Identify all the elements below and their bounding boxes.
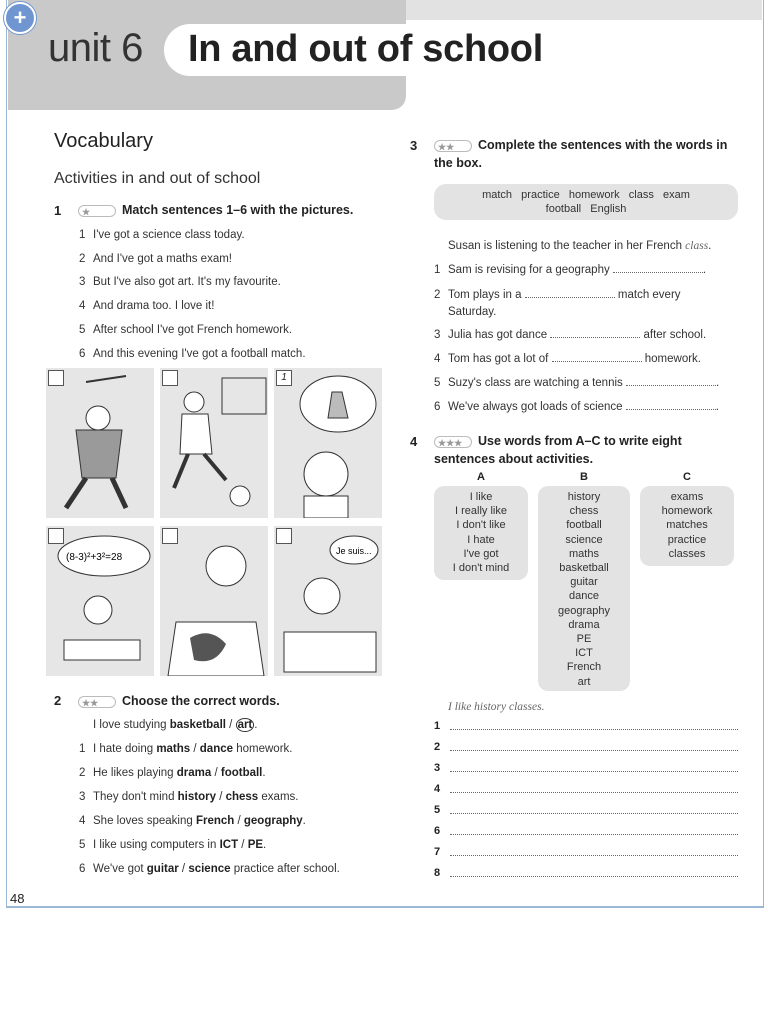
sentence-pre: She loves speaking: [93, 814, 196, 827]
ex3-instruction: [434, 136, 744, 172]
ex3-sentence: [434, 376, 744, 390]
column-word: I've got: [463, 547, 499, 560]
sentence-post: .: [715, 377, 720, 389]
column-a-head: A: [477, 471, 485, 483]
maths-bubble-text: (8-3)²+3²=28: [66, 552, 123, 563]
option-b[interactable]: geography: [243, 814, 303, 827]
option-a[interactable]: ICT: [219, 838, 239, 851]
line-number: 4: [434, 783, 441, 795]
picture-art: [160, 526, 268, 676]
column-word: geography: [558, 604, 610, 617]
ex4-example-text: I like history classes.: [448, 701, 545, 713]
ex4-instruction: [434, 432, 744, 468]
vocabulary-heading: Vocabulary: [54, 130, 153, 152]
answer-box[interactable]: [48, 370, 64, 386]
picture-french: [274, 526, 382, 676]
line-number: 8: [434, 867, 441, 879]
ex2-sentence: [79, 766, 266, 780]
football-boy-illustration: [160, 368, 268, 518]
ex2-instruction: [78, 692, 280, 710]
option-separator: /: [190, 743, 200, 755]
sentence-number: 6: [434, 401, 441, 413]
answer-box[interactable]: [162, 528, 178, 544]
sentence-pre: He likes playing: [93, 766, 177, 779]
column-word: history: [567, 491, 601, 503]
option-a[interactable]: history: [177, 790, 216, 803]
unit-label: unit 6: [48, 26, 143, 70]
answer-blank[interactable]: [613, 263, 703, 273]
column-c-box: [640, 486, 734, 566]
answer-box[interactable]: [48, 528, 64, 544]
sentence-number: 4: [79, 814, 86, 827]
answer-box[interactable]: [276, 528, 292, 544]
ex1-sentence: [79, 252, 232, 266]
column-word: I really like: [455, 505, 507, 518]
option-a[interactable]: French: [195, 814, 235, 827]
sentence-number: 6: [79, 347, 86, 360]
answer-rule[interactable]: [450, 792, 738, 793]
ex4-instruction-line-1: Use words from A–C to write eight: [478, 434, 682, 448]
ex2-example-option-a[interactable]: basketball: [169, 719, 226, 731]
sentence-pre: Tom has got a lot of: [448, 353, 552, 365]
sentence-post: homework.: [233, 743, 293, 755]
picture-science: [274, 368, 382, 518]
option-b[interactable]: science: [188, 862, 231, 875]
ex1-number: 1: [54, 203, 62, 218]
ex3-stars: ★★: [434, 140, 472, 152]
line-number: 5: [434, 804, 441, 816]
answer-rule[interactable]: [450, 855, 738, 856]
line-number: 7: [434, 846, 441, 858]
column-word: football: [566, 519, 602, 532]
page-number: 48: [10, 891, 25, 906]
column-word: dance: [569, 590, 599, 603]
header-band-right: [406, 0, 762, 20]
answer-blank[interactable]: [525, 288, 615, 298]
column-word: practice: [667, 533, 707, 546]
writing-line[interactable]: [434, 720, 738, 732]
sentence-number: 2: [434, 289, 441, 301]
word-box-line-1: match practice homework class exam: [482, 189, 690, 201]
option-b[interactable]: PE: [247, 838, 264, 851]
page-title: In and out of school: [188, 28, 543, 70]
french-homework-illustration: [274, 526, 382, 676]
word-box-line-2: football English: [545, 203, 627, 215]
ex2-stars: ★★: [78, 696, 116, 708]
column-b-head: B: [580, 471, 588, 483]
option-b[interactable]: chess: [225, 790, 259, 803]
ex1-stars: ★: [78, 205, 116, 217]
column-word: ICT: [575, 647, 593, 660]
line-number: 2: [434, 741, 441, 753]
sentence-continuation: Saturday.: [448, 306, 497, 318]
column-word: exams: [670, 491, 704, 503]
option-separator: /: [211, 766, 221, 779]
column-word: art: [577, 675, 591, 688]
plus-icon[interactable]: +: [4, 2, 36, 34]
ex3-number: 3: [410, 138, 418, 153]
sentence-number: 5: [79, 323, 86, 336]
ex3-example-answer: class: [685, 240, 709, 252]
ex2-sentence: [79, 838, 266, 852]
ex1-instruction-text: Match sentences 1–6 with the pictures.: [122, 203, 354, 217]
sentence-number: 1: [79, 743, 86, 755]
sentence-post: .: [263, 838, 267, 851]
sentence-number: 2: [79, 766, 86, 779]
ex2-example-sep: /: [225, 719, 236, 731]
science-girl-illustration: [274, 368, 382, 518]
sentence-post: homework.: [641, 353, 701, 365]
ex2-sentence: [79, 814, 306, 828]
writing-line[interactable]: [434, 783, 738, 795]
ex2-sentence: [79, 862, 340, 876]
column-word: homework: [661, 505, 713, 518]
ex4-number: 4: [410, 434, 418, 449]
sentence-post: .: [702, 264, 707, 276]
sentence-post: .: [715, 401, 719, 413]
answer-rule[interactable]: [450, 813, 738, 814]
answer-blank[interactable]: [626, 400, 716, 410]
ex3-sentence: [434, 328, 744, 342]
sentence-text: And I've got a maths exam!: [93, 252, 232, 265]
sentence-post: practice after school.: [230, 862, 340, 875]
sentence-pre: Suzy's class are watching a tennis: [448, 377, 626, 389]
sentence-number: 4: [434, 353, 441, 365]
ex2-sentence: [79, 742, 292, 756]
column-word: drama: [568, 618, 600, 631]
column-word: basketball: [559, 562, 609, 575]
ex3-sentence: [434, 400, 744, 414]
column-a-box: [434, 486, 528, 580]
column-word: guitar: [570, 576, 598, 589]
answer-rule[interactable]: [450, 771, 738, 772]
column-word: French: [566, 661, 602, 674]
writing-line[interactable]: [434, 804, 738, 816]
picture-football: [160, 368, 268, 518]
answer-blank[interactable]: [626, 376, 716, 386]
sentence-number: 1: [79, 229, 86, 241]
sentence-number: 5: [79, 838, 86, 851]
ex3-example-post: .: [708, 240, 712, 252]
ex2-instruction-text: Choose the correct words.: [122, 694, 280, 708]
writing-line[interactable]: [434, 741, 738, 753]
maths-exam-illustration: [46, 526, 154, 676]
writing-line[interactable]: [434, 762, 738, 774]
option-b[interactable]: football: [220, 766, 263, 779]
answer-rule[interactable]: [450, 750, 738, 751]
sentence-text: After school I've got French homework.: [93, 323, 293, 336]
picture-drama: [46, 368, 154, 518]
column-word: chess: [569, 505, 599, 518]
section-subheading: Activities in and out of school: [54, 170, 261, 187]
ex3-sentence: [434, 352, 744, 366]
sentence-pre: Julia has got dance: [448, 329, 551, 341]
ex3-example-pre: Susan is listening to the teacher in her French: [448, 240, 686, 252]
column-word: I like: [469, 491, 493, 503]
column-word: matches: [666, 519, 708, 532]
sentence-number: 6: [79, 862, 86, 875]
sentence-text: But I've also got art. It's my favourite.: [93, 276, 281, 289]
ex2-example-pre: I love studying: [93, 719, 170, 731]
sentence-number: 3: [79, 790, 86, 803]
sentence-post: after school.: [640, 329, 707, 341]
sentence-post: .: [262, 766, 266, 779]
answer-rule[interactable]: [450, 834, 738, 835]
sentence-pre: We've always got loads of science: [448, 401, 626, 413]
title-pill: [164, 24, 571, 76]
sentence-text: And drama too. I love it!: [93, 300, 215, 313]
ex1-sentence: [79, 228, 245, 242]
ex1-sentence: [79, 347, 306, 361]
ex2-sentence: [79, 790, 298, 804]
ex4-instruction-line-2: sentences about activities.: [434, 452, 594, 466]
answer-blank[interactable]: [552, 352, 642, 362]
ex3-sentence: [434, 263, 744, 277]
sentence-post: exams.: [258, 790, 299, 803]
ex3-sentence: [434, 287, 744, 321]
answer-rule[interactable]: [450, 729, 738, 730]
ex1-sentence: [79, 323, 292, 337]
option-a[interactable]: drama: [176, 766, 212, 779]
column-b-box: [538, 486, 630, 691]
writing-line[interactable]: [434, 825, 738, 837]
option-separator: /: [178, 862, 189, 875]
ex2-example: [93, 718, 257, 732]
option-separator: /: [216, 790, 226, 803]
picture-maths: [46, 526, 154, 676]
sentence-number: 4: [79, 300, 86, 313]
option-separator: /: [234, 814, 244, 827]
answer-blank[interactable]: [550, 328, 640, 338]
sentence-pre: I hate doing: [93, 743, 157, 755]
ex2-example-post: .: [254, 719, 258, 731]
answer-box[interactable]: 1: [276, 370, 292, 386]
writing-line[interactable]: [434, 846, 738, 858]
line-number: 1: [434, 720, 441, 732]
answer-box[interactable]: [162, 370, 178, 386]
column-word: science: [565, 533, 603, 546]
french-bubble-text: Je suis...: [336, 546, 372, 556]
art-girl-illustration: [160, 526, 268, 676]
answer-rule[interactable]: [450, 876, 738, 877]
ex1-sentence: [79, 299, 214, 313]
column-word: maths: [569, 547, 599, 560]
sentence-pre: I like using computers in: [93, 838, 220, 851]
sentence-post: .: [302, 814, 306, 827]
option-separator: /: [238, 838, 248, 851]
line-number: 3: [434, 762, 441, 774]
option-a[interactable]: maths: [156, 743, 191, 755]
sentence-number: 2: [79, 252, 86, 265]
word-box: [434, 184, 738, 220]
sentence-post: match every: [614, 289, 681, 301]
sentence-pre: They don't mind: [93, 790, 178, 803]
option-a[interactable]: guitar: [146, 862, 179, 875]
column-word: classes: [668, 547, 706, 560]
ex2-number: 2: [54, 693, 62, 708]
ex1-sentence: [79, 275, 281, 289]
column-word: I hate: [467, 533, 495, 546]
ex1-instruction: [78, 201, 353, 219]
column-word: I don't mind: [452, 562, 510, 575]
column-word: I don't like: [456, 519, 506, 532]
option-b[interactable]: dance: [199, 743, 234, 755]
drama-girl-illustration: [46, 368, 154, 518]
sentence-pre: Sam is revising for a geography: [448, 264, 613, 276]
ex3-example: [448, 239, 711, 253]
ex3-instruction-text: Complete the sentences with the words in the box.: [434, 138, 728, 170]
sentence-pre: Tom plays in a: [448, 289, 525, 301]
sentence-text: I've got a science class today.: [93, 229, 245, 241]
sentence-number: 3: [79, 276, 86, 289]
picture-grid: [46, 368, 382, 678]
sentence-text: And this evening I've got a football match.: [93, 347, 306, 360]
ex4-stars: ★★★: [434, 436, 472, 448]
sentence-pre: We've got: [93, 862, 147, 875]
ex2-example-option-b[interactable]: art: [237, 719, 253, 731]
column-c-head: C: [683, 471, 691, 483]
sentence-number: 5: [434, 377, 441, 389]
column-word: PE: [576, 633, 592, 646]
line-number: 6: [434, 825, 441, 837]
sentence-number: 1: [434, 264, 441, 276]
writing-line[interactable]: [434, 867, 738, 879]
sentence-number: 3: [434, 329, 441, 341]
ex4-example: [448, 700, 544, 714]
